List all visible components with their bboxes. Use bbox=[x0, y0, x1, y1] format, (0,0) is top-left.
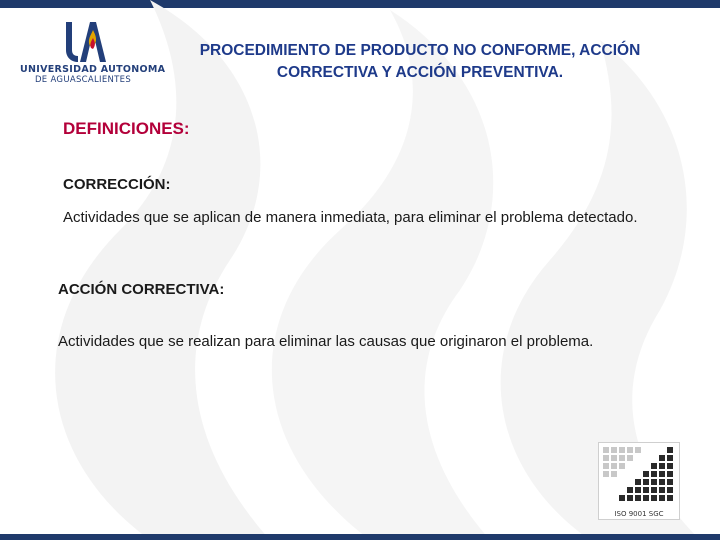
correction-text: Actividades que se aplican de manera inmediata, para eliminar el problema detectado. bbox=[63, 209, 638, 226]
corrective-action-text: Actividades que se realizan para eliminar las causas que originaron el problema. bbox=[58, 333, 594, 350]
page-title-line1: PROCEDIMIENTO DE PRODUCTO NO CONFORME, ACCIÓN bbox=[199, 42, 641, 59]
correction-title: CORRECCIÓN: bbox=[63, 176, 171, 193]
bottom-bar bbox=[0, 534, 720, 540]
iso-grid-icon bbox=[601, 445, 677, 507]
page-title-line2: CORRECTIVA Y ACCIÓN PREVENTIVA. bbox=[276, 64, 564, 81]
logo-university-name: UNIVERSIDAD AUTONOMA bbox=[20, 64, 166, 75]
definitions-heading: DEFINICIONES: bbox=[63, 119, 190, 138]
iso-certification-badge bbox=[598, 442, 680, 520]
university-logo bbox=[20, 14, 166, 85]
corrective-action-title: ACCIÓN CORRECTIVA: bbox=[58, 281, 225, 298]
page-title bbox=[150, 40, 690, 84]
university-emblem-icon bbox=[60, 16, 108, 64]
logo-university-place: DE AGUASCALIENTES bbox=[34, 75, 132, 85]
iso-label: ISO 9001 SGC bbox=[614, 510, 664, 518]
